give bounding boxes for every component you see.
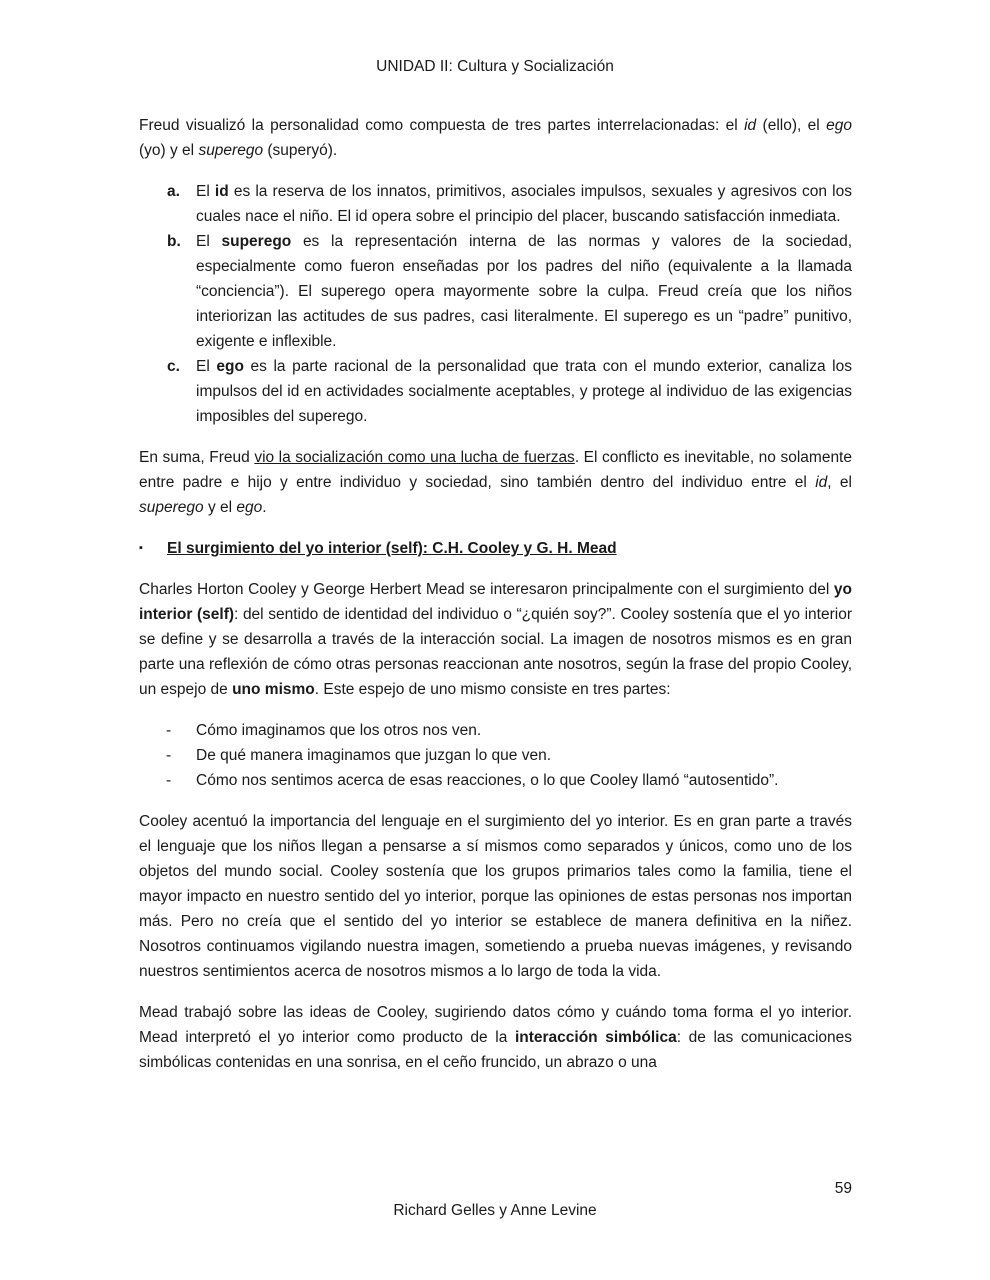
term-id: id (744, 117, 757, 134)
term-ego: ego (826, 117, 852, 134)
term-superego-bold: superego (221, 233, 292, 250)
list-item: - De qué manera imaginamos que juzgan lo que ven. (139, 743, 852, 768)
running-footer: Richard Gelles y Anne Levine (393, 1202, 597, 1219)
section-heading (139, 536, 852, 561)
dash-marker: - (166, 722, 172, 739)
paragraph-mead: Mead trabajó sobre las ideas de Cooley, sugiriendo datos cómo y cuándo toma forma el yo interior. Mead interpretó el yo interior como producto de la interacción simbólica: de las comunicaciones simbólicas contenidas en una sonrisa, en el ceño fruncido, un abrazo o una (139, 1004, 853, 1071)
page-body (139, 113, 852, 1091)
term-superego: superego (198, 142, 264, 159)
list-item: c. El ego es la parte racional de la personalidad que trata con el mundo exterior, canaliza los impulsos del id en actividades socialmente aceptables, y protege al individuo de las exigencias imposibles del superego. (139, 354, 852, 429)
page-number: 59 (834, 1180, 852, 1197)
dash-marker: - (166, 772, 172, 789)
underlined-phrase: vio la socialización como una lucha de fuerzas (254, 449, 575, 466)
list-item: - Cómo imaginamos que los otros nos ven. (139, 718, 852, 743)
dash-list (139, 718, 852, 793)
list-item: b. El superego es la representación interna de las normas y valores de la sociedad, especialmente como fueron enseñadas por los padres del niño (equivalente a la llamada “conciencia”). El superego opera mayormente sobre la culpa. Freud creía que los niños interiorizan las actitudes de sus padres, casi literalmente. El superego es un “padre” punitivo, exigente e inflexible. (139, 229, 852, 354)
list-item: - Cómo nos sentimos acerca de esas reacciones, o lo que Cooley llamó “autosentido”. (139, 768, 852, 793)
section-title: El surgimiento del yo interior (self): C.H. Cooley y G. H. Mead (167, 540, 617, 557)
list-marker: b. (167, 233, 181, 250)
paragraph-freud-intro: Freud visualizó la personalidad como compuesta de tres partes interrelacionadas: el id (ello), el ego (yo) y el superego (superyó). (139, 117, 852, 159)
list-marker: a. (167, 183, 180, 200)
term-ego-bold: ego (216, 358, 244, 375)
list-item: a. El id es la reserva de los innatos, primitivos, asociales impulsos, sexuales y agresivos con los cuales nace el niño. El id opera sobre el principio del placer, buscando satisfacción inmediata. (139, 179, 852, 229)
paragraph-cooley-mead: Charles Horton Cooley y George Herbert Mead se interesaron principalmente con el surgimiento del yo interior (self): del sentido de identidad del individuo o “¿quién soy?”. Cooley sostenía que el yo interior se define y se desarrolla a través de la interacción social. La imagen de nosotros mismos es en gran parte una reflexión de cómo otras personas reaccionan ante nosotros, según la frase del propio Cooley, un espejo de uno mismo. Este espejo de uno mismo consiste en tres partes: (139, 581, 852, 698)
term-id-bold: id (214, 183, 229, 200)
lettered-list (139, 179, 852, 429)
square-bullet-icon: ▪ (139, 542, 143, 554)
paragraph-cooley-language: Cooley acentuó la importancia del lenguaje en el surgimiento del yo interior. Es en gran parte a través el lenguaje que los niños llegan a pensarse a sí mismos como separados y únicos, como uno de los objetos del mundo social. Cooley sostenía que los grupos primarios tales como la familia, tiene el mayor impacto en nuestro sentido del yo interior, porque las opiniones de estas personas nos importan más. Pero no creía que el sentido del yo interior se establece de manera definitiva en la niñez. Nosotros continuamos vigilando nuestra imagen, sometiendo a prueba nuevas imágenes, y revisando nuestros sentimientos acerca de nosotros mismos a lo largo de toda la vida. (139, 813, 852, 980)
list-marker: c. (167, 358, 180, 375)
dash-marker: - (166, 747, 172, 764)
paragraph-freud-summary: En suma, Freud vio la socialización como una lucha de fuerzas. El conflicto es inevitable, no solamente entre padre e hijo y entre individuo y sociedad, sino también dentro del individuo entre el id, el superego y el ego. (139, 449, 852, 516)
running-header: UNIDAD II: Cultura y Socialización (376, 58, 614, 75)
